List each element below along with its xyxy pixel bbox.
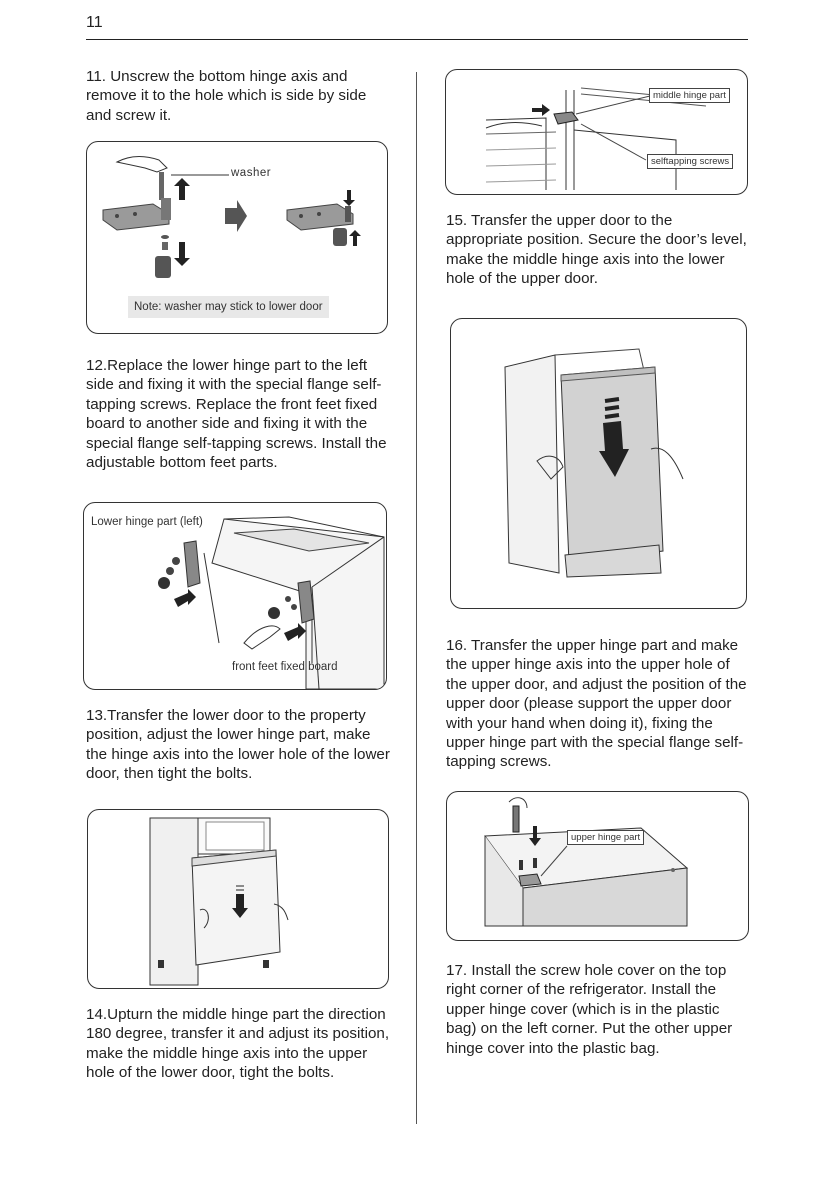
step-12-text: 12.Replace the lower hinge part to the left side and fixing it with the special flange self-tapping screws. Replace the front feet fixed board to another side and fixing it with the special flange self-tapping screws. Install the adjustable bottom feet parts. [86,357,387,472]
header-rule [86,39,748,40]
middle-hinge-figure [445,69,748,195]
step-16-figure [446,791,749,941]
lower-door-illustration [88,810,388,988]
middle-hinge-label: middle hinge part [649,88,730,103]
step-16-text: 16. Transfer the upper hinge part and make the upper hinge axis into the upper hole of the upper door, and adjust the position of the upper door (please support the upper door with your hand when doing it), fixing the upper hinge part with the special flange self-tapping screws. [446,637,747,771]
upper-door-illustration [451,319,746,608]
upper-hinge-illustration [447,792,748,940]
step-15-figure [450,318,747,609]
step-12-figure [83,502,387,690]
selftapping-screws-label: selftapping screws [647,154,733,169]
upper-hinge-label: upper hinge part [567,830,644,845]
page-number: 11 [86,14,103,31]
step-14-text: 14.Upturn the middle hinge part the direction 180 degree, transfer it and adjust its position, make the middle hinge axis into the upper hole of the lower door, tight the bolts. [86,1006,390,1082]
front-feet-label: front feet fixed board [232,661,338,673]
step-13-text: 13.Transfer the lower door to the property position, adjust the lower hinge part, make the hinge axis into the lower hole of the lower door, then tight the bolts. [86,707,390,783]
lower-hinge-label: Lower hinge part (left) [91,516,203,528]
washer-label: washer [231,167,272,179]
step-11-figure [86,141,388,334]
step-13-figure [87,809,389,989]
step-11-text: 11. Unscrew the bottom hinge axis and remove it to the hole which is side by side and screw it. [86,68,367,124]
column-divider [416,72,417,1124]
step-15-text: 15. Transfer the upper door to the appropriate position. Secure the door’s level, make the middle hinge axis into the lower hole of the upper door. [446,212,747,288]
washer-note: Note: washer may stick to lower door [128,296,329,318]
step-17-text: 17. Install the screw hole cover on the top right corner of the refrigerator. Install the upper hinge cover (which is in the plastic bag) on the left corner. Put the other upper hinge cover into the plastic bag. [446,962,733,1057]
